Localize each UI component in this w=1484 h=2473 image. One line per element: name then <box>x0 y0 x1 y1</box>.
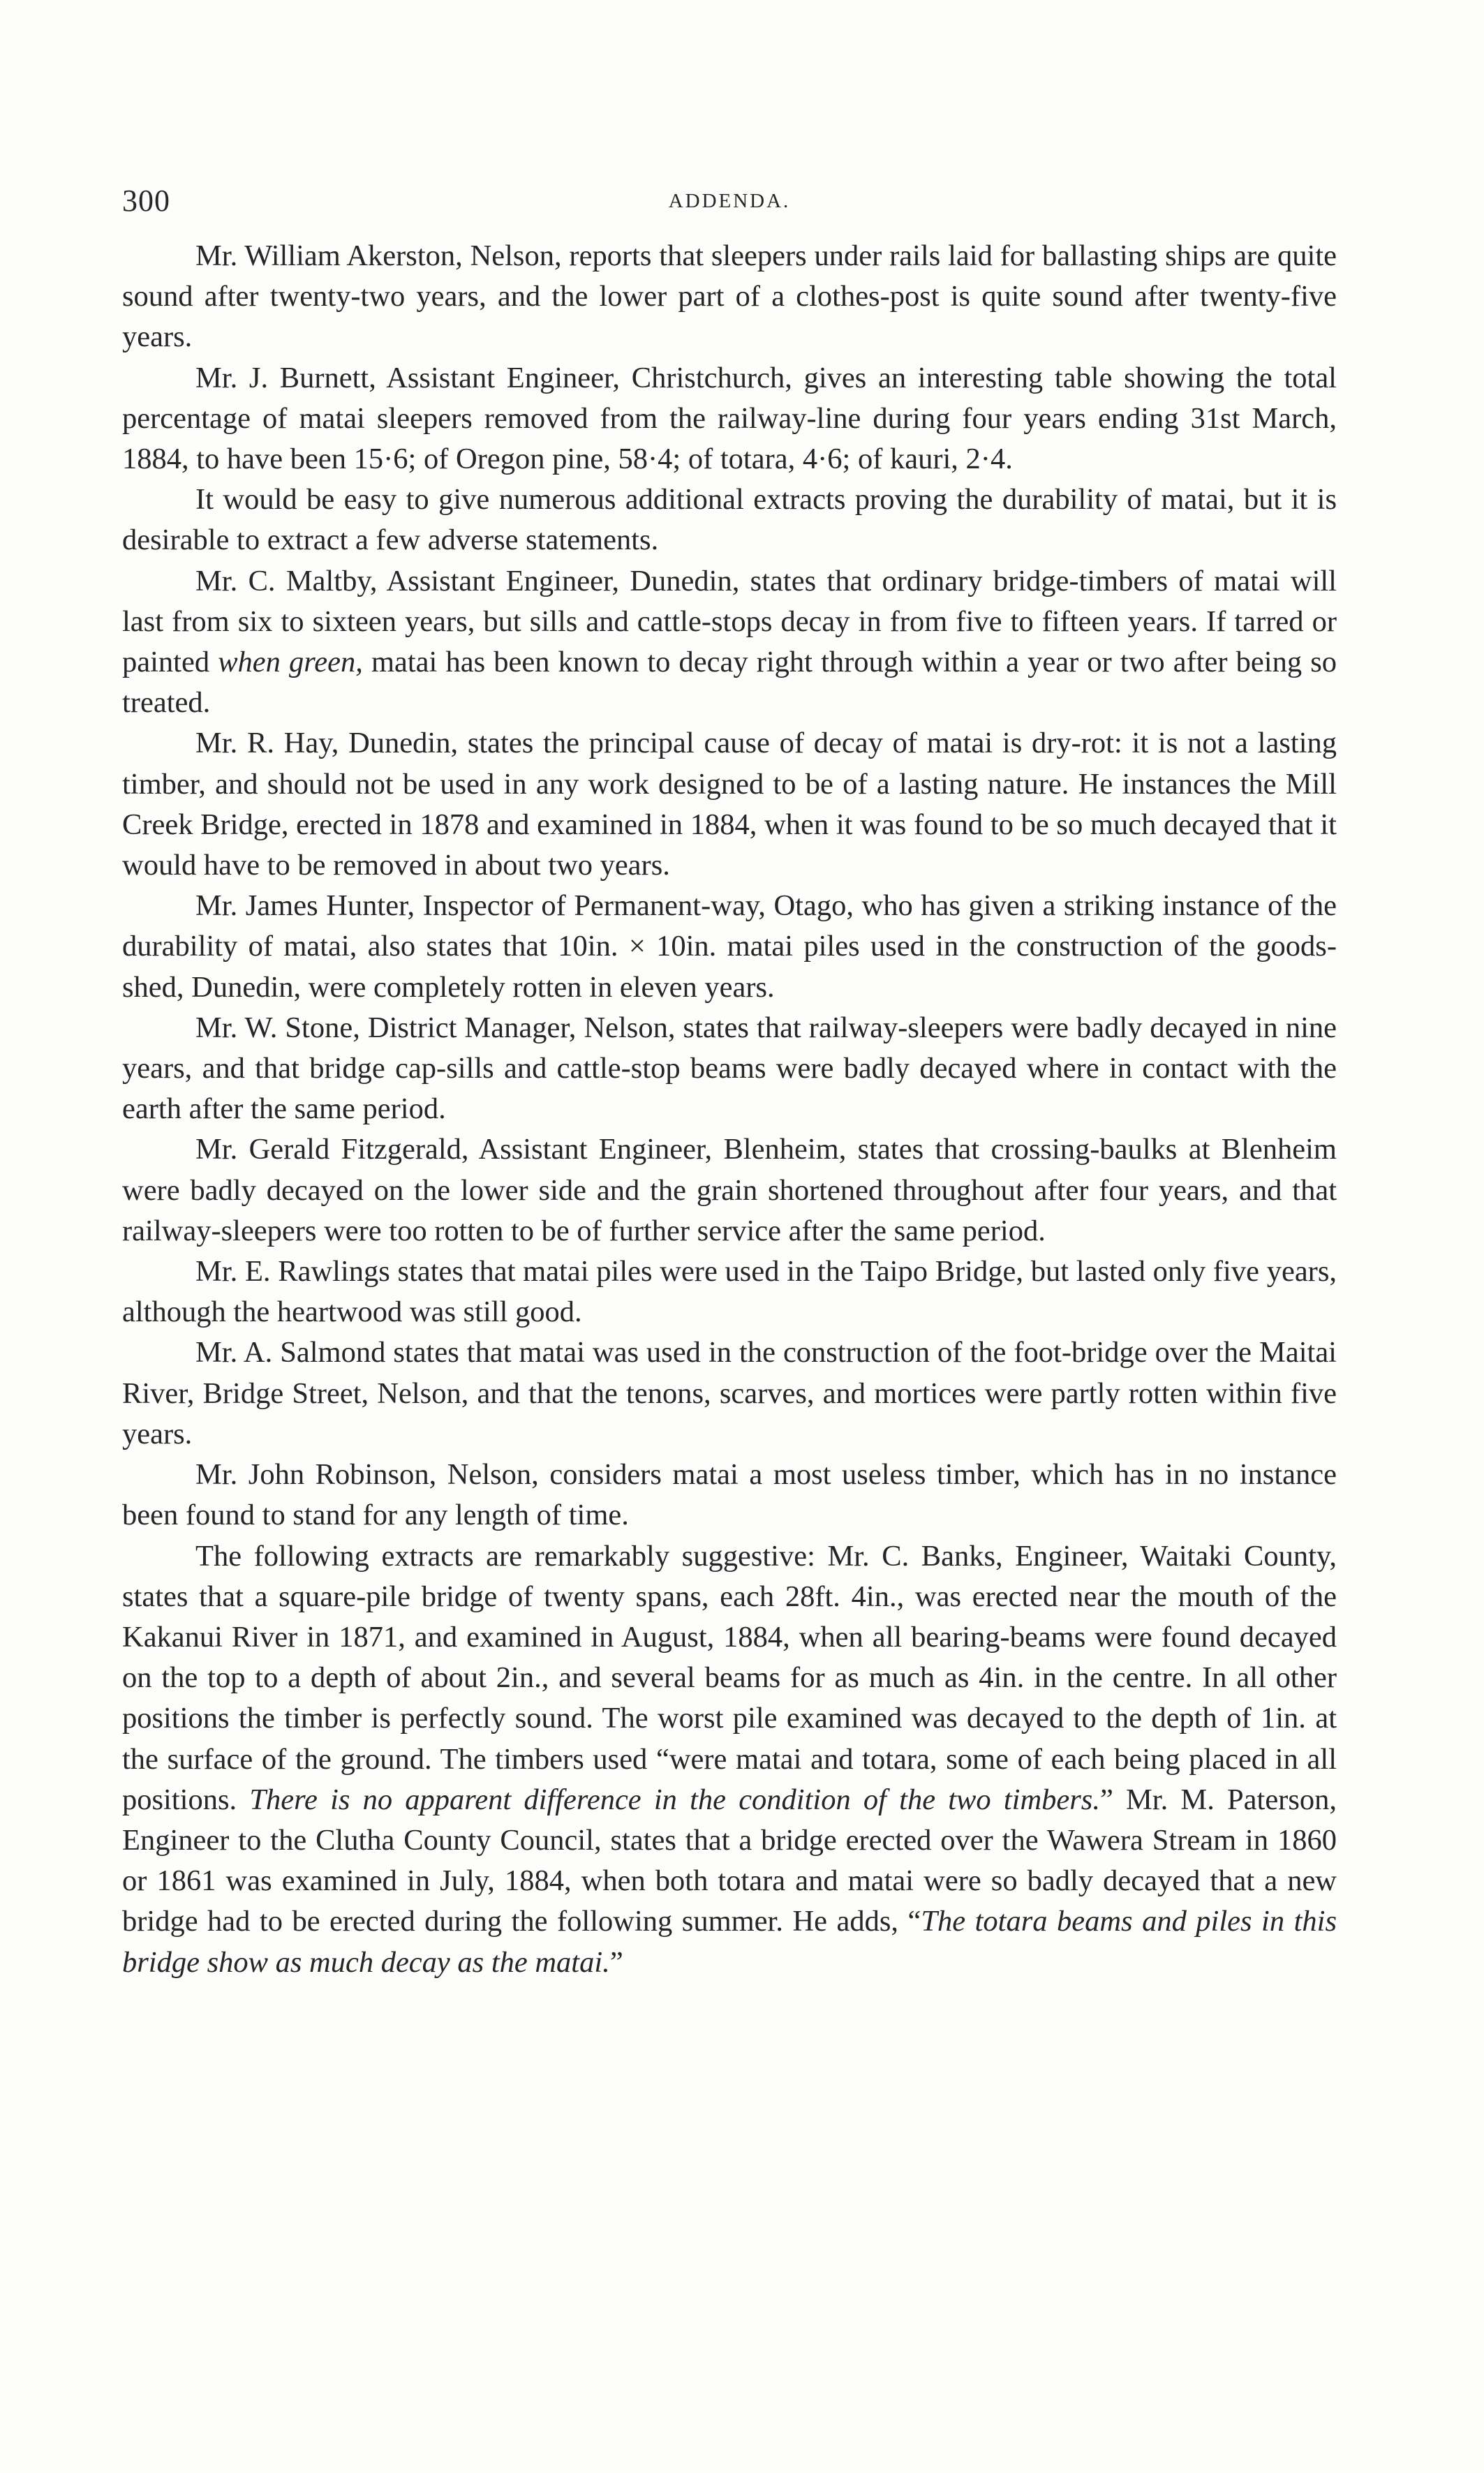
paragraph-adverse-intro: It would be easy to give numerous additional extracts proving the durability of matai, but it is desirable to extract a few adverse statements. <box>122 483 1337 557</box>
page-number: 300 <box>122 184 170 218</box>
maltby-italic-phrase: when green, <box>218 646 363 679</box>
paragraph-hay: Mr. R. Hay, Dunedin, states the principal cause of decay of matai is dry-rot: it is not a lasting timber, and should not be used in any work designed to be of a lasting nature. He instances the Mill Creek Bridge, erected in 1878 and examined in 1884, when it was found to be so much decayed that it would have to be removed in about two years. <box>122 727 1337 882</box>
paragraph-maltby <box>122 561 1337 724</box>
paragraph-salmond: Mr. A. Salmond states that matai was used in the construction of the foot-bridge over the Maitai River, Bridge Street, Nelson, and that the tenons, scarves, and mortices were partly rotten within five years. <box>122 1336 1337 1450</box>
paragraph-banks-paterson <box>122 1536 1337 1983</box>
maltby-text-after: matai has been known to decay right through within a year or two after being so treated. <box>122 646 1337 720</box>
running-title: ADDENDA. <box>668 190 791 212</box>
paragraph-burnett: Mr. J. Burnett, Assistant Engineer, Christchurch, gives an interesting table showing the total percentage of matai sleepers removed from the railway-line during four years ending 31st March, 1884, to have been 15·6; of Oregon pine, 58·4; of totara, 4·6; of kauri, 2·4. <box>122 361 1337 476</box>
paterson-italic-quote: The totara beams and piles in this bridge show as much decay as the matai. <box>122 1905 1337 1979</box>
paragraph-stone: Mr. W. Stone, District Manager, Nelson, states that railway-sleepers were badly decayed in nine years, and that bridge cap-sills and cattle-stop beams were badly decayed where in contact with the earth after the same period. <box>122 1011 1337 1126</box>
paragraph-fitzgerald: Mr. Gerald Fitzgerald, Assistant Engineer, Blenheim, states that crossing-baulks at Blenheim were badly decayed on the lower side and the grain shortened throughout after four years, and that railway-sleepers were too rotten to be of further service after the same period. <box>122 1133 1337 1247</box>
closing-quote: ” <box>609 1945 623 1979</box>
banks-italic-quote: There is no apparent difference in the condition of the two timbers. <box>249 1783 1100 1816</box>
running-header <box>122 183 1337 225</box>
paragraph-akerston: Mr. William Akerston, Nelson, reports that sleepers under rails laid for ballasting ships are quite sound after twenty-two years, and the lower part of a clothes-post is quite sound after twenty-five years. <box>122 239 1337 354</box>
paterson-text: ” Mr. M. Paterson, Engineer to the Clutha County Council, states that a bridge erected over the Wawera Stream in 1860 or 1861 was examined in July, 1884, when both totara and matai were so badly decayed that a new bridge had to be erected during the following summer. He adds, “ <box>122 1783 1337 1938</box>
body-text <box>122 236 1337 1983</box>
banks-text: The following extracts are remarkably suggestive: Mr. C. Banks, Engineer, Waitaki County, states that a square-pile bridge of twenty spans, each 28ft. 4in., was erected near the mouth of the Kakanui River in 1871, and examined in August, 1884, when all bearing-beams were found decayed on the top to a depth of about 2in., and several beams for as much as 4in. in the centre. In all other positions the timber is perfectly sound. The worst pile examined was decayed to the depth of 1in. at the surface of the ground. The timbers used “were matai and totara, some of each being placed in all positions. <box>122 1539 1337 1816</box>
paragraph-rawlings: Mr. E. Rawlings states that matai piles were used in the Taipo Bridge, but lasted only five years, although the heartwood was still good. <box>122 1255 1337 1329</box>
paragraph-robinson: Mr. John Robinson, Nelson, considers matai a most useless timber, which has in no instance been found to stand for any length of time. <box>122 1458 1337 1532</box>
paragraph-hunter: Mr. James Hunter, Inspector of Permanent-way, Otago, who has given a striking instance of the durability of matai, also states that 10in. × 10in. matai piles used in the construction of the goods-shed, Dunedin, were completely rotten in eleven years. <box>122 889 1337 1004</box>
maltby-text-before: Mr. C. Maltby, Assistant Engineer, Dunedin, states that ordinary bridge-timbers of matai will last from six to sixteen years, but sills and cattle-stops decay in from five to fifteen years. If tarred or painted <box>122 564 1337 679</box>
